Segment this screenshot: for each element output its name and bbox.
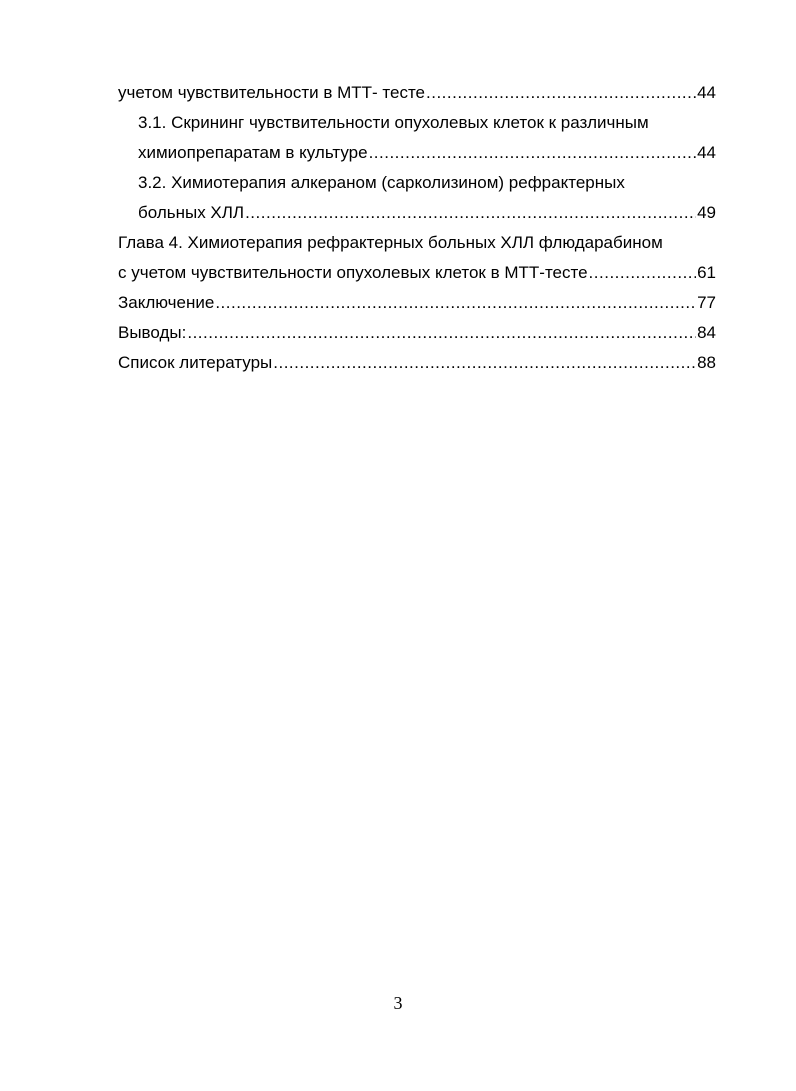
toc-entry-page: 49: [697, 203, 716, 222]
toc-entry-text: 3.1. Скрининг чувствительности опухолевых клеток к различным: [138, 113, 649, 132]
toc-entry-text: с учетом чувствительности опухолевых клеток в МТТ-тесте: [118, 263, 588, 282]
toc-leader-dots: [245, 198, 696, 228]
toc-entry-3-2-line2: [118, 198, 716, 228]
toc-entry-references: [118, 348, 716, 378]
toc-entry-3-2-line1: [118, 168, 716, 198]
toc-entry-text: Глава 4. Химиотерапия рефрактерных больных ХЛЛ флюдарабином: [118, 233, 663, 252]
toc-entry-conclusion: [118, 288, 716, 318]
toc-entry-page: 44: [697, 83, 716, 102]
toc-entry-page: 77: [697, 293, 716, 312]
toc-leader-dots: [187, 318, 696, 348]
toc-leader-dots: [426, 78, 696, 108]
toc-entry-text: учетом чувствительности в МТТ- тесте: [118, 83, 425, 102]
toc-leader-dots: [369, 138, 697, 168]
table-of-contents: [118, 78, 716, 378]
toc-entry-mtt-test: [118, 78, 716, 108]
toc-entry-text: 3.2. Химиотерапия алкераном (сарколизином) рефрактерных: [138, 173, 625, 192]
toc-entry-text: Список литературы: [118, 353, 273, 372]
toc-leader-dots: [215, 288, 696, 318]
toc-entry-text: больных ХЛЛ: [138, 203, 245, 222]
toc-entry-text: химиопрепаратам в культуре: [138, 143, 368, 162]
toc-entry-findings: [118, 318, 716, 348]
toc-entry-text: Выводы:: [118, 323, 187, 342]
toc-entry-page: 44: [697, 143, 716, 162]
toc-entry-page: 88: [697, 353, 716, 372]
toc-entry-text: Заключение: [118, 293, 215, 312]
toc-entry-chapter-4-line2: [118, 258, 716, 288]
toc-entry-3-1-line1: [118, 108, 716, 138]
toc-entry-chapter-4-line1: [118, 228, 716, 258]
toc-leader-dots: [589, 258, 697, 288]
page-number: 3: [393, 993, 403, 1013]
toc-entry-page: 61: [697, 263, 716, 282]
toc-entry-3-1-line2: [118, 138, 716, 168]
toc-leader-dots: [273, 348, 696, 378]
toc-entry-page: 84: [697, 323, 716, 342]
